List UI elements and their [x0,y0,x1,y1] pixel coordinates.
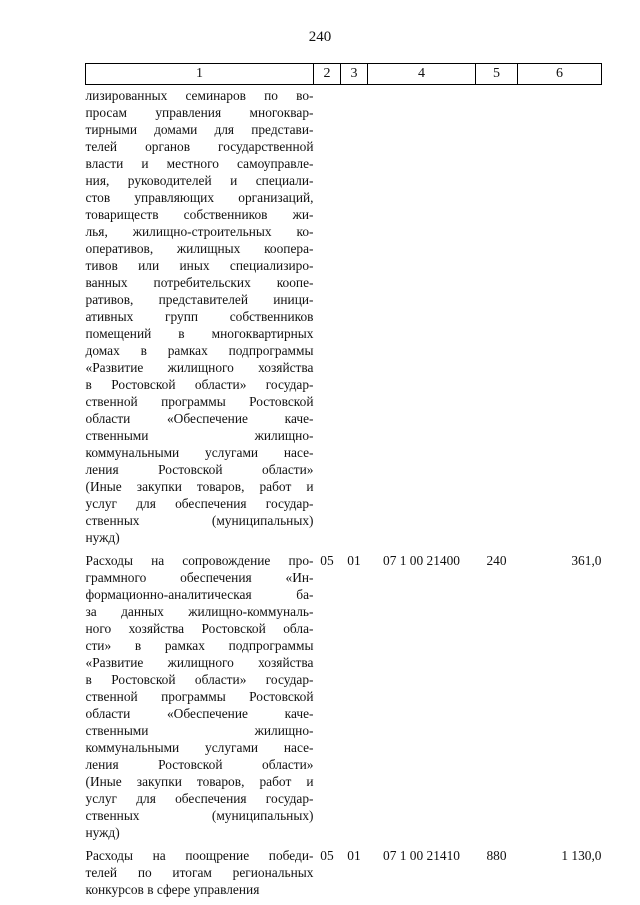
expense-type-code: 240 [486,553,507,568]
description-line: коммунальными услугами насе- [85,445,314,460]
description-line: (Иные закупки товаров, работ и [85,479,314,494]
description-line: сти» в рамках подпрограммы [85,638,314,653]
page-number: 240 [308,29,332,45]
description-line: Расходы на сопровождение про- [85,553,314,568]
description-line: товариществ собственников жи- [85,207,314,222]
description-line: лья, жилищно-строительных ко- [85,224,314,239]
amount-value: 361,0 [571,553,602,568]
description-line: ственной программы Ростовской [85,394,314,409]
description-line: ственными жилищно- [85,723,314,738]
column-header-5: 5 [476,64,518,85]
description-line: нужд) [85,825,120,840]
section-code: 05 [320,553,334,568]
description-line: помещений в многоквартирных [85,326,314,341]
description-line: просам управления многоквар- [85,105,314,120]
description-line: за данных жилищно-коммуналь- [85,604,314,619]
description-line: ативных групп собственников [85,309,314,324]
description-line: ления Ростовской области» [85,757,314,772]
description-line: в Ростовской области» государ- [85,377,314,392]
column-header-3: 3 [341,64,368,85]
column-header-4: 4 [368,64,476,85]
description-line: оперативов, жилищных коопера- [85,241,314,256]
section-code [314,85,341,550]
expense-type-code [476,85,518,550]
expense-type-code: 880 [486,848,507,863]
target-article-code: 07 1 00 21410 [383,848,460,863]
description-line: «Развитие жилищного хозяйства [85,360,314,375]
table-row [86,549,602,844]
description-line: телей органов государственной [85,139,314,154]
description-line: услуг для обеспечения государ- [85,791,314,806]
target-article-code [368,85,476,550]
description-line: ного хозяйства Ростовской обла- [85,621,314,636]
description-line: ственных (муниципальных) [85,808,314,823]
amount-value [518,85,602,550]
description-line: области «Обеспечение каче- [85,411,314,426]
subsection-code: 01 [347,553,361,568]
description-line: ственными жилищно- [85,428,314,443]
table-row [86,844,602,901]
row-description [86,85,314,550]
column-header-2: 2 [314,64,341,85]
row-description [86,844,314,901]
description-line: (Иные закупки товаров, работ и [85,774,314,789]
description-line: ния, руководителей и специали- [85,173,314,188]
description-line: власти и местного самоуправле- [85,156,314,171]
amount-value: 1 130,0 [561,848,602,863]
description-line: «Развитие жилищного хозяйства [85,655,314,670]
subsection-code: 01 [347,848,361,863]
description-line: ванных потребительских коопе- [85,275,314,290]
description-line: конкурсов в сфере управления [85,882,260,897]
budget-table [85,63,602,901]
description-line: области «Обеспечение каче- [85,706,314,721]
description-line: коммунальными услугами насе- [85,740,314,755]
description-line: телей по итогам региональных [85,865,314,880]
description-line: лизированных семинаров по во- [85,88,314,103]
row-description [86,549,314,844]
description-line: ственной программы Ростовской [85,689,314,704]
description-line: нужд) [85,530,120,545]
description-line: формационно-аналитическая ба- [85,587,314,602]
description-line: Расходы на поощрение победи- [85,848,314,863]
table-header-row [86,64,602,85]
description-line: тирными домами для представи- [85,122,314,137]
table-row [86,85,602,550]
description-line: в Ростовской области» государ- [85,672,314,687]
description-line: стов управляющих организаций, [85,190,314,205]
column-header-1: 1 [86,64,314,85]
section-code: 05 [320,848,334,863]
description-line: услуг для обеспечения государ- [85,496,314,511]
description-line: домах в рамках подпрограммы [85,343,314,358]
description-line: ративов, представителей иници- [85,292,314,307]
description-line: ления Ростовской области» [85,462,314,477]
target-article-code: 07 1 00 21400 [383,553,460,568]
column-header-6: 6 [518,64,602,85]
description-line: граммного обеспечения «Ин- [85,570,314,585]
description-line: тивов или иных специализиро- [85,258,314,273]
description-line: ственных (муниципальных) [85,513,314,528]
subsection-code [341,85,368,550]
